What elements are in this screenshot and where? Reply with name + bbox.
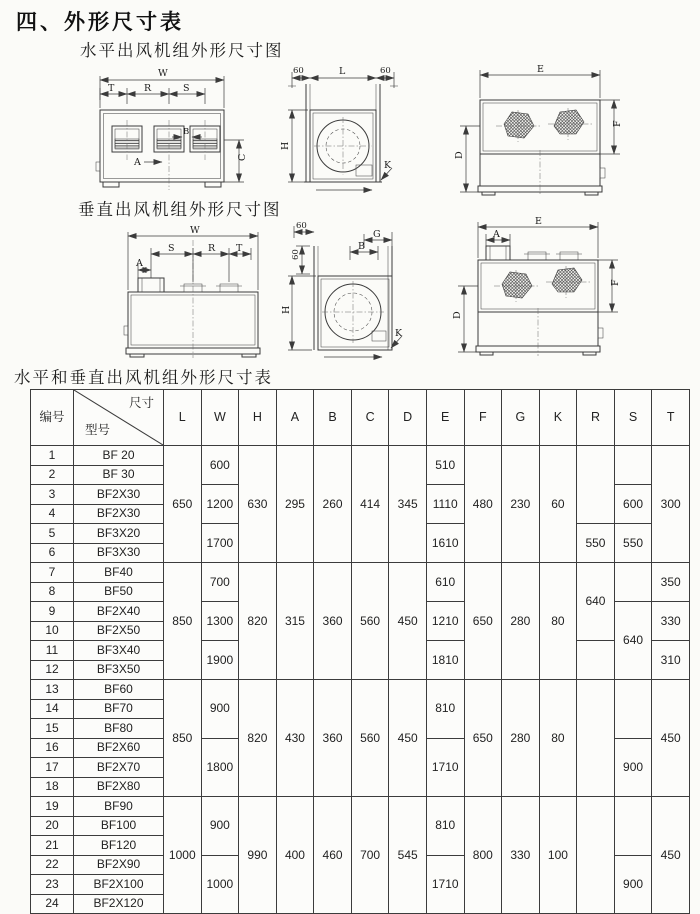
header-no: 编号 — [31, 390, 74, 446]
dim-label-F: F — [612, 120, 623, 127]
cell-L: 850 — [164, 680, 202, 797]
cell-model: BF2X30 — [74, 504, 164, 524]
cell-R — [577, 797, 615, 914]
cell-no: 15 — [31, 719, 74, 739]
dim-label-W: W — [158, 68, 168, 79]
cell-no: 6 — [31, 543, 74, 563]
cell-no: 24 — [31, 894, 74, 914]
dim-label-L: L — [339, 66, 346, 77]
dimension-A — [486, 229, 510, 246]
cell-no: 18 — [31, 777, 74, 797]
dim-label-60-side: 60 — [291, 249, 301, 260]
dim-label-W: W — [190, 225, 200, 236]
dimension-A — [133, 157, 162, 168]
dim-label-G: G — [373, 229, 381, 240]
dimension-H — [280, 110, 308, 182]
cell-model: BF3X50 — [74, 660, 164, 680]
dim-label-D: D — [452, 311, 463, 319]
dim-label-R: R — [208, 243, 216, 254]
dim-label-T: T — [236, 243, 243, 254]
dimensions-SRT — [151, 243, 251, 282]
cell-L: 650 — [164, 446, 202, 563]
cell-A: 430 — [276, 680, 314, 797]
header-W: W — [201, 390, 239, 446]
cell-S: 900 — [614, 855, 652, 914]
header-D: D — [389, 390, 427, 446]
cell-model: BF3X20 — [74, 524, 164, 544]
cell-E: 1110 — [426, 485, 464, 524]
cell-R: 550 — [577, 524, 615, 563]
dim-label-60-left: 60 — [293, 66, 304, 76]
inlet-grille-right — [548, 108, 592, 140]
cell-E: 1810 — [426, 641, 464, 680]
cell-no: 16 — [31, 738, 74, 758]
top-outlets — [486, 246, 582, 260]
cell-E: 810 — [426, 797, 464, 856]
cell-R — [577, 680, 615, 797]
cell-D: 345 — [389, 446, 427, 563]
header-diag-model: 型号 — [85, 422, 111, 437]
cell-B: 360 — [314, 680, 352, 797]
cell-no: 21 — [31, 836, 74, 856]
cell-no: 22 — [31, 855, 74, 875]
cell-model: BF2X70 — [74, 758, 164, 778]
dimension-E — [480, 64, 600, 98]
dim-label-D: D — [454, 151, 465, 159]
dimension-C — [224, 140, 248, 182]
cell-S — [614, 680, 652, 739]
cell-B: 460 — [314, 797, 352, 914]
cell-T: 450 — [652, 797, 690, 914]
cell-model: BF70 — [74, 699, 164, 719]
cell-C: 560 — [351, 563, 389, 680]
cell-model: BF40 — [74, 563, 164, 583]
cell-W: 700 — [201, 563, 239, 602]
cell-E: 1710 — [426, 855, 464, 914]
vertical-front-view-diagram — [108, 220, 283, 360]
cell-model: BF60 — [74, 680, 164, 700]
cell-no: 23 — [31, 875, 74, 895]
cell-model: BF120 — [74, 836, 164, 856]
cell-model: BF2X120 — [74, 894, 164, 914]
cell-F: 650 — [464, 563, 502, 680]
cell-model: BF2X30 — [74, 485, 164, 505]
dimensions-TRS — [100, 83, 205, 104]
cell-E: 1710 — [426, 738, 464, 797]
header-S: S — [614, 390, 652, 446]
vertical-side-view-diagram — [281, 216, 431, 361]
header-diag-dimension: 尺寸 — [128, 396, 154, 410]
cell-no: 19 — [31, 797, 74, 817]
cell-H: 820 — [239, 680, 277, 797]
fan-scroll — [314, 117, 372, 176]
cell-no: 8 — [31, 582, 74, 602]
header-G: G — [502, 390, 540, 446]
dimension-D — [452, 286, 478, 352]
table-body — [31, 446, 690, 914]
cell-model: BF2X50 — [74, 621, 164, 641]
cell-model: BF2X40 — [74, 602, 164, 622]
lower-box — [478, 150, 605, 196]
cell-C: 560 — [351, 680, 389, 797]
fan-outlets — [112, 120, 220, 190]
cell-R — [577, 641, 615, 680]
cell-L: 1000 — [164, 797, 202, 914]
table-row — [31, 563, 690, 583]
dim-label-A: A — [136, 258, 143, 269]
cell-model: BF2X60 — [74, 738, 164, 758]
cell-model: BF2X90 — [74, 855, 164, 875]
cell-A: 295 — [276, 446, 314, 563]
header-A: A — [276, 390, 314, 446]
table-row — [31, 446, 690, 466]
dimension-G — [364, 229, 392, 248]
header-K: K — [539, 390, 577, 446]
dim-label-H: H — [280, 141, 291, 150]
dimension-K — [391, 328, 403, 348]
horizontal-back-view-diagram — [452, 62, 627, 197]
cabinet-box — [124, 240, 260, 358]
cell-W: 1800 — [201, 738, 239, 797]
dim-label-H: H — [281, 305, 292, 314]
vertical-back-view-diagram — [450, 216, 625, 361]
dimension-H — [281, 276, 316, 350]
cell-no: 20 — [31, 816, 74, 836]
cell-B: 260 — [314, 446, 352, 563]
upper-box — [480, 100, 600, 154]
top-outlets — [138, 278, 242, 292]
cell-model: BF2X80 — [74, 777, 164, 797]
dimension-table — [30, 389, 690, 914]
cell-K: 60 — [539, 446, 577, 563]
dim-label-K: K — [395, 328, 403, 339]
dimension-W — [100, 68, 224, 108]
dim-label-R: R — [144, 83, 152, 94]
cell-no: 7 — [31, 563, 74, 583]
dimension-60-top — [294, 221, 314, 238]
header-L: L — [164, 390, 202, 446]
cell-E: 1610 — [426, 524, 464, 563]
cell-G: 280 — [502, 680, 540, 797]
cell-W: 1200 — [201, 485, 239, 524]
cell-model: BF2X100 — [74, 875, 164, 895]
dimension-F — [600, 100, 623, 154]
cell-H: 990 — [239, 797, 277, 914]
dim-label-60-right: 60 — [380, 66, 391, 76]
cell-D: 545 — [389, 797, 427, 914]
cell-C: 700 — [351, 797, 389, 914]
cell-model: BF 30 — [74, 465, 164, 485]
cell-W: 1300 — [201, 602, 239, 641]
cell-B: 360 — [314, 563, 352, 680]
cell-G: 330 — [502, 797, 540, 914]
dim-label-E: E — [537, 64, 544, 75]
cell-R: 640 — [577, 563, 615, 641]
dim-label-S: S — [183, 83, 190, 94]
header-C: C — [351, 390, 389, 446]
cell-S: 640 — [614, 602, 652, 680]
cell-W: 1000 — [201, 855, 239, 914]
cell-C: 414 — [351, 446, 389, 563]
dim-label-B: B — [358, 241, 365, 252]
cell-no: 13 — [31, 680, 74, 700]
cell-T: 350 — [652, 563, 690, 602]
header-B: B — [314, 390, 352, 446]
cell-no: 10 — [31, 621, 74, 641]
table-title: 水平和垂直出风机组外形尺寸表 — [14, 368, 273, 387]
cell-W: 900 — [201, 680, 239, 739]
cell-K: 100 — [539, 797, 577, 914]
cell-E: 510 — [426, 446, 464, 485]
page-title: 四、外形尺寸表 — [16, 9, 184, 34]
cell-H: 820 — [239, 563, 277, 680]
cell-no: 3 — [31, 485, 74, 505]
cell-no: 14 — [31, 699, 74, 719]
dim-label-T: T — [108, 83, 115, 94]
cell-A: 400 — [276, 797, 314, 914]
horizontal-side-view-diagram — [280, 62, 415, 197]
dim-label-F: F — [610, 279, 621, 286]
table-header — [31, 390, 690, 446]
cell-model: BF 20 — [74, 446, 164, 466]
dim-label-B: B — [183, 127, 190, 137]
cell-no: 4 — [31, 504, 74, 524]
cell-E: 1210 — [426, 602, 464, 641]
cell-model: BF3X40 — [74, 641, 164, 661]
table-row — [31, 797, 690, 817]
dim-label-E: E — [535, 216, 542, 227]
cell-no: 12 — [31, 660, 74, 680]
header-model-dim-diagonal — [74, 390, 164, 446]
cell-K: 80 — [539, 563, 577, 680]
cell-K: 80 — [539, 680, 577, 797]
header-T: T — [652, 390, 690, 446]
dim-label-K: K — [384, 160, 392, 171]
cell-F: 800 — [464, 797, 502, 914]
cell-R — [577, 446, 615, 524]
cell-G: 230 — [502, 446, 540, 563]
cell-no: 17 — [31, 758, 74, 778]
cell-W: 900 — [201, 797, 239, 856]
cell-L: 850 — [164, 563, 202, 680]
horizontal-diagram-caption: 水平出风机组外形尺寸图 — [80, 41, 284, 60]
dimension-60-left — [291, 246, 310, 274]
cell-model: BF90 — [74, 797, 164, 817]
lower-box — [476, 308, 603, 356]
header-R: R — [577, 390, 615, 446]
dimensions-60-L-60 — [292, 66, 394, 88]
horizontal-front-view-diagram — [82, 64, 257, 196]
dim-label-A: A — [134, 157, 141, 168]
cell-E: 610 — [426, 563, 464, 602]
cell-S: 600 — [614, 485, 652, 524]
cell-model: BF80 — [74, 719, 164, 739]
dimension-A — [135, 258, 151, 278]
cell-W: 600 — [201, 446, 239, 485]
cell-W: 1700 — [201, 524, 239, 563]
dim-label-60-top: 60 — [296, 221, 307, 231]
dim-label-A: A — [493, 229, 500, 240]
cell-A: 315 — [276, 563, 314, 680]
cell-S: 550 — [614, 524, 652, 563]
dimension-K — [381, 160, 392, 180]
cell-S — [614, 797, 652, 856]
cell-no: 9 — [31, 602, 74, 622]
cell-T: 330 — [652, 602, 690, 641]
cell-T: 300 — [652, 446, 690, 563]
dimension-F — [598, 260, 621, 312]
inlet-grille-right — [546, 266, 590, 298]
header-F: F — [464, 390, 502, 446]
cell-model: BF100 — [74, 816, 164, 836]
cell-S: 900 — [614, 738, 652, 797]
fan-scroll — [322, 281, 386, 343]
cell-T: 310 — [652, 641, 690, 680]
cell-T: 450 — [652, 680, 690, 797]
cell-H: 630 — [239, 446, 277, 563]
cell-S — [614, 563, 652, 602]
dimension-B — [172, 127, 202, 137]
dimension-D — [454, 126, 480, 192]
header-E: E — [426, 390, 464, 446]
inlet-grille-left — [494, 270, 540, 302]
header-H: H — [239, 390, 277, 446]
table-row — [31, 680, 690, 700]
inlet-grille-left — [496, 110, 542, 142]
dim-label-C: C — [237, 153, 248, 161]
cell-no: 11 — [31, 641, 74, 661]
cell-F: 480 — [464, 446, 502, 563]
cell-no: 1 — [31, 446, 74, 466]
cell-F: 650 — [464, 680, 502, 797]
cell-W: 1900 — [201, 641, 239, 680]
cell-model: BF50 — [74, 582, 164, 602]
cell-E: 810 — [426, 680, 464, 739]
vertical-diagram-caption: 垂直出风机组外形尺寸图 — [78, 200, 282, 219]
cell-no: 2 — [31, 465, 74, 485]
cell-D: 450 — [389, 680, 427, 797]
dim-label-S: S — [168, 243, 175, 254]
cell-S — [614, 446, 652, 485]
cell-no: 5 — [31, 524, 74, 544]
cell-G: 280 — [502, 563, 540, 680]
cell-model: BF3X30 — [74, 543, 164, 563]
cell-D: 450 — [389, 563, 427, 680]
dimension-B — [350, 241, 378, 260]
